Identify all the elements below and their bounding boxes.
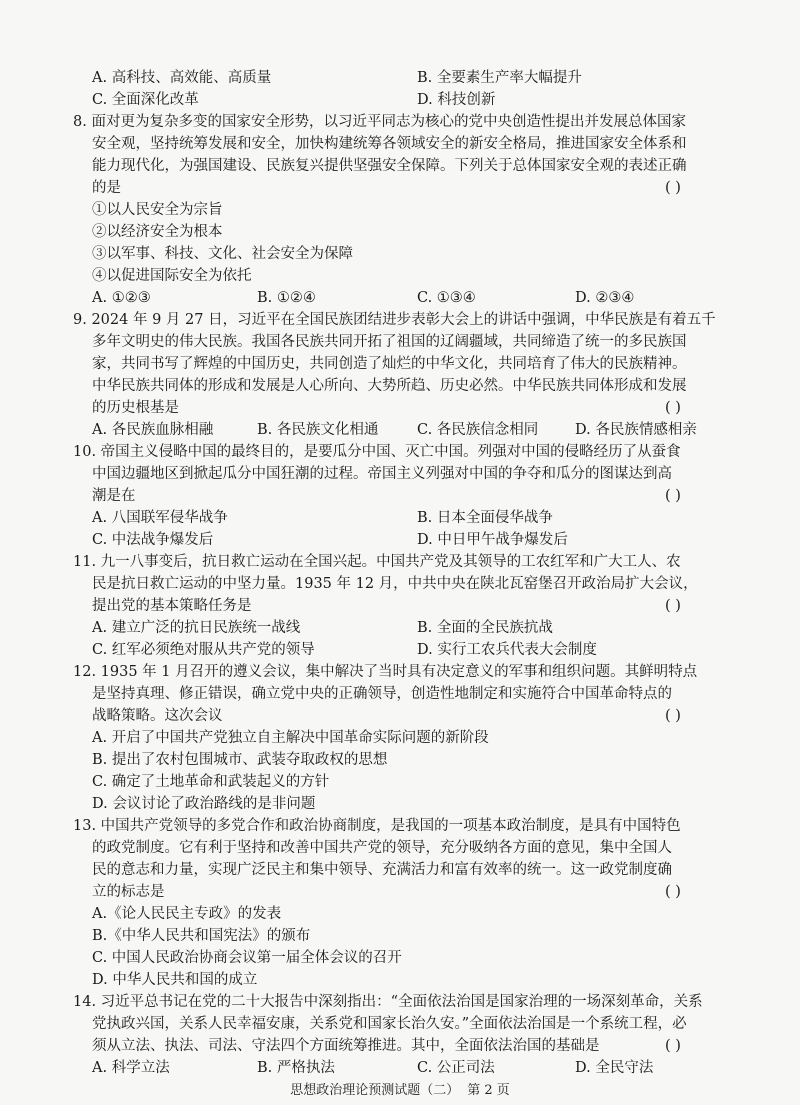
q8-statement-4: ④以促进国际安全为依托 — [92, 268, 252, 284]
q8-option-c: C. ①③④ — [417, 290, 476, 306]
q8-statement-3: ③以军事、科技、文化、社会安全为保障 — [92, 246, 353, 262]
q12-option-d: D. 会议讨论了政治路线的是非问题 — [92, 796, 316, 812]
q11-stem-line-3: 提出党的基本策略任务是 — [92, 598, 252, 614]
q10-option-a: A. 八国联军侵华战争 — [92, 510, 228, 526]
q9-answer-blank: ( ) — [665, 400, 681, 416]
q9-stem-line-4: 中华民族共同体的形成和发展是人心所向、大势所趋、历史必然。中华民族共同体形成和发展 — [92, 378, 687, 394]
footer-title: 思想政治理论预测试题（二） — [290, 1083, 460, 1098]
q11-stem-line-2: 民是抗日救亡运动的中坚力量。1935 年 12 月，中共中央在陕北瓦窑堡召开政治局扩大会议， — [92, 576, 698, 592]
q7-option-c: C. 全面深化改革 — [92, 92, 199, 108]
q9-option-d: D. 各民族情感相亲 — [575, 422, 697, 438]
q13-option-c: C. 中国人民政治协商会议第一届全体会议的召开 — [92, 950, 402, 966]
q13-option-a: A.《论人民民主专政》的发表 — [92, 906, 282, 922]
q12-option-b: B. 提出了农村包围城市、武装夺取政权的思想 — [92, 752, 388, 768]
q8-stem-line-4: 的是 — [92, 180, 121, 196]
q13-option-d: D. 中华人民共和国的成立 — [92, 972, 258, 988]
q10-option-c: C. 中法战争爆发后 — [92, 532, 214, 548]
q12-stem-line-1: 12. 1935 年 1 月召开的遵义会议，集中解决了当时具有决定意义的军事和组织问题。其鲜明特点 — [73, 664, 698, 680]
q14-answer-blank: ( ) — [665, 1038, 681, 1054]
page-footer — [0, 1081, 800, 1101]
q14-option-b: B. 严格执法 — [257, 1060, 335, 1076]
q13-stem-line-2: 的政党制度。它有利于坚持和改善中国共产党的领导，充分吸纳各方面的意见，集中全国人 — [92, 840, 672, 856]
q13-stem-line-3: 民的意志和力量，实现广泛民主和集中领导、充满活力和富有效率的统一。这一政党制度确 — [92, 862, 672, 878]
q7-option-a: A. 高科技、高效能、高质量 — [92, 70, 272, 86]
q13-answer-blank: ( ) — [665, 884, 681, 900]
q12-option-c: C. 确定了土地革命和武装起义的方针 — [92, 774, 330, 790]
q14-option-c: C. 公正司法 — [417, 1060, 495, 1076]
q9-option-a: A. 各民族血脉相融 — [92, 422, 214, 438]
q14-stem-line-3: 须从立法、执法、司法、守法四个方面统筹推进。其中，全面依法治国的基础是 — [92, 1038, 600, 1054]
q14-option-a: A. 科学立法 — [92, 1060, 170, 1076]
q11-option-d: D. 实行工农兵代表大会制度 — [417, 642, 597, 658]
q14-option-d: D. 全民守法 — [575, 1060, 654, 1076]
q13-stem-line-4: 立的标志是 — [92, 884, 165, 900]
q8-statement-2: ②以经济安全为根本 — [92, 224, 223, 240]
q14-stem-line-2: 党执政兴国，关系人民幸福安康，关系党和国家长治久安。”全面依法治国是一个系统工程，必 — [92, 1016, 687, 1032]
q14-stem-line-1: 14. 习近平总书记在党的二十大报告中深刻指出：“全面依法治国是国家治理的一场深刻革命，关系 — [73, 994, 703, 1010]
q12-answer-blank: ( ) — [665, 708, 681, 724]
q13-option-b: B.《中华人民共和国宪法》的颁布 — [92, 928, 311, 944]
q12-stem-line-2: 是坚持真理、修正错误，确立党中央的正确领导，创造性地制定和实施符合中国革命特点的 — [92, 686, 672, 702]
q9-stem-line-3: 家，共同书写了辉煌的中国历史，共同创造了灿烂的中华文化，共同培育了伟大的民族精神。 — [92, 356, 687, 372]
q11-option-b: B. 全面的全民族抗战 — [417, 620, 553, 636]
q10-stem-line-1: 10. 帝国主义侵略中国的最终目的，是要瓜分中国、灭亡中国。列强对中国的侵略经历了从蚕食 — [73, 444, 681, 460]
q12-option-a: A. 开启了中国共产党独立自主解决中国革命实际问题的新阶段 — [92, 730, 489, 746]
q12-stem-line-3: 战略策略。这次会议 — [92, 708, 223, 724]
q7-option-b: B. 全要素生产率大幅提升 — [417, 70, 582, 86]
q10-option-d: D. 中日甲午战争爆发后 — [417, 532, 568, 548]
q9-stem-line-2: 多年文明史的伟大民族。我国各民族共同开拓了祖国的辽阔疆域，共同缔造了统一的多民族国 — [92, 334, 687, 350]
q8-answer-blank: ( ) — [665, 180, 681, 196]
q8-stem-line-2: 安全观，坚持统筹发展和安全，加快构建统筹各领域安全的新安全格局，推进国家安全体系和 — [92, 136, 687, 152]
q9-option-b: B. 各民族文化相通 — [257, 422, 379, 438]
q8-stem-line-3: 能力现代化，为强国建设、民族复兴提供坚强安全保障。下列关于总体国家安全观的表述正确 — [92, 158, 687, 174]
q8-statement-1: ①以人民安全为宗旨 — [92, 202, 223, 218]
footer-page-number: 第 2 页 — [467, 1083, 510, 1098]
q8-stem-line-1: 8. 面对更为复杂多变的国家安全形势，以习近平同志为核心的党中央创造性提出并发展总体国家 — [73, 114, 686, 130]
q8-option-a: A. ①②③ — [92, 290, 151, 306]
q10-stem-line-2: 中国边疆地区到掀起瓜分中国狂潮的过程。帝国主义列强对中国的争夺和瓜分的图谋达到高 — [92, 466, 672, 482]
q10-stem-line-3: 潮是在 — [92, 488, 136, 504]
q10-answer-blank: ( ) — [665, 488, 681, 504]
q11-option-c: C. 红军必须绝对服从共产党的领导 — [92, 642, 315, 658]
q13-stem-line-1: 13. 中国共产党领导的多党合作和政治协商制度，是我国的一项基本政治制度，是具有中国特色 — [73, 818, 681, 834]
q11-stem-line-1: 11. 九一八事变后，抗日救亡运动在全国兴起。中国共产党及其领导的工农红军和广大工人、农 — [73, 554, 681, 570]
q8-option-b: B. ①②④ — [257, 290, 316, 306]
q9-stem-line-1: 9. 2024 年 9 月 27 日，习近平在全国民族团结进步表彰大会上的讲话中强调，中华民族是有着五千 — [73, 312, 716, 328]
q7-option-d: D. 科技创新 — [417, 92, 496, 108]
q11-answer-blank: ( ) — [665, 598, 681, 614]
q9-option-c: C. 各民族信念相同 — [417, 422, 539, 438]
q11-option-a: A. 建立广泛的抗日民族统一战线 — [92, 620, 301, 636]
q9-stem-line-5: 的历史根基是 — [92, 400, 179, 416]
q8-option-d: D. ②③④ — [575, 290, 635, 306]
q10-option-b: B. 日本全面侵华战争 — [417, 510, 553, 526]
